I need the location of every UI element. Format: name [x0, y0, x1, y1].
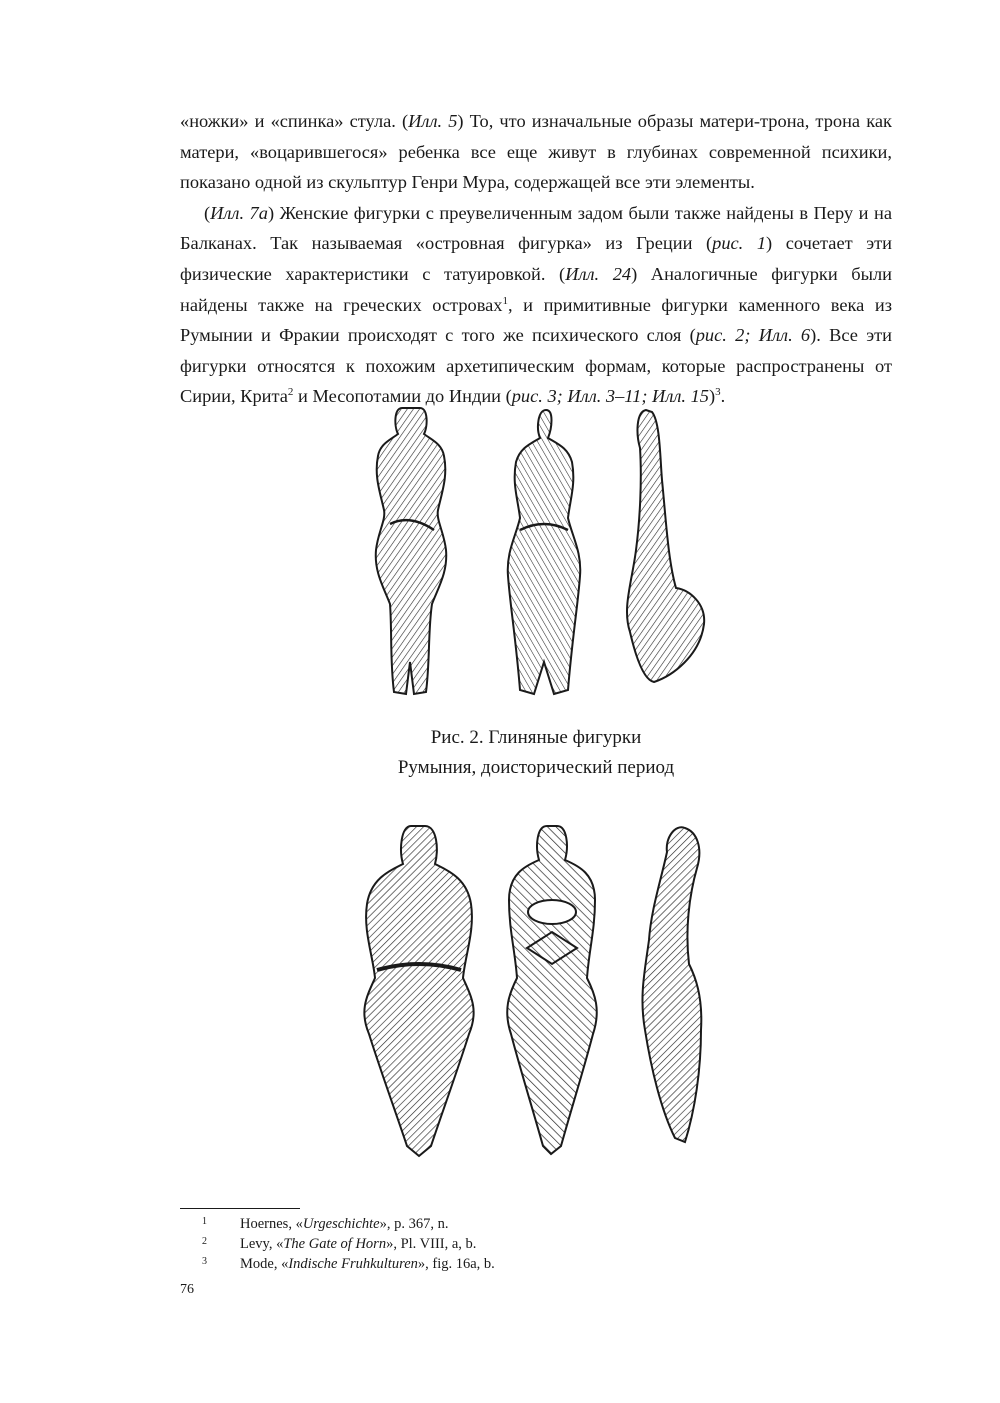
text-run: ). Все эти фигурки относятся к похожим архетипическим формам, которые распространены от Сирии, Крита — [180, 325, 892, 407]
footnote-details: », p. 367, n. — [379, 1216, 449, 1232]
figurine-side-view-2 — [642, 827, 701, 1142]
figurine-back-view — [376, 408, 447, 694]
footnote-1 — [180, 1214, 892, 1234]
footnote-3 — [180, 1254, 892, 1274]
figurine-front-view-2 — [507, 826, 597, 1154]
figure-reference: рис. 1 — [712, 233, 767, 254]
figure-caption-title: Рис. 2. Глиняные фигурки — [430, 727, 642, 748]
footnote-marker[interactable]: 3 — [715, 386, 721, 399]
footnote-separator — [180, 1208, 300, 1209]
page-number: 76 — [180, 1282, 194, 1297]
text-run: и Месопотамии до Индии ( — [293, 386, 512, 407]
text-run: ) То, что изначальные образы матери-трона, трона как матери, «воцарившегося» ребенка все еще живут в глубинах современной психики, показано одной из скульптур Генри Мура, содержащей все эти элементы. — [180, 111, 892, 193]
footnote-title: Urgeschichte — [302, 1216, 380, 1232]
body-text — [180, 106, 892, 412]
footnote-author: Levy, « — [240, 1236, 284, 1252]
text-run: , и примитивные фигурки каменного века из Румынии и Фракии происходят с того же психического слоя ( — [180, 294, 892, 346]
figure-reference: рис. 3; Илл. 3–11; Илл. 15 — [511, 386, 709, 407]
footnote-details: », fig. 16a, b. — [417, 1256, 495, 1272]
footnote-number: 2 — [202, 1236, 207, 1247]
footnote-text — [240, 1254, 495, 1274]
text-run: . — [720, 386, 726, 407]
footnote-title: Indische Fruhkulturen — [288, 1256, 418, 1272]
footnote-author: Hoernes, « — [240, 1216, 303, 1232]
text-run: ) Женские фигурки с преувеличенным задом были также найдены в Перу и на Балканах. Так называемая «островная фигурка» из Греции ( — [180, 202, 892, 254]
footnote-number: 3 — [202, 1256, 207, 1267]
illustration-reference: Илл. 7а — [210, 202, 268, 223]
footnote-number: 1 — [202, 1216, 207, 1227]
text-run: ) сочетает эти физические характеристики с татуировкой. ( — [180, 233, 892, 284]
footnote-2 — [180, 1234, 892, 1254]
figure-caption-subtitle: Румыния, доисторический период — [397, 757, 675, 778]
footnotes — [180, 1214, 892, 1274]
figurine-front-view — [508, 410, 581, 694]
text-run: ( — [204, 202, 211, 223]
paragraph-1 — [180, 106, 892, 198]
footnote-author: Mode, « — [240, 1256, 289, 1272]
paragraph-2 — [180, 198, 892, 412]
figure-reference: рис. 2; Илл. 6 — [695, 325, 811, 346]
footnote-text — [240, 1234, 476, 1254]
text-run: «ножки» и «спинка» стула. ( — [180, 111, 409, 131]
footnote-title: The Gate of Horn — [283, 1236, 387, 1252]
text-run: ) Аналогичные фигурки были найдены также на греческих островах — [180, 263, 892, 315]
illustration-reference: Илл. 5 — [408, 111, 458, 131]
footnote-marker[interactable]: 1 — [502, 294, 509, 307]
clay-figurines-illustration-1 — [340, 400, 720, 700]
figurine-back-view-2 — [364, 826, 473, 1156]
text-run: ) — [708, 386, 716, 407]
footnote-marker[interactable]: 2 — [287, 386, 294, 399]
clay-figurines-illustration-2 — [345, 820, 730, 1165]
illustration-reference: Илл. 24 — [565, 263, 632, 284]
footnote-details: », Pl. VIII, a, b. — [386, 1236, 477, 1252]
figurine-side-view — [627, 410, 704, 682]
footnote-text — [240, 1214, 448, 1234]
